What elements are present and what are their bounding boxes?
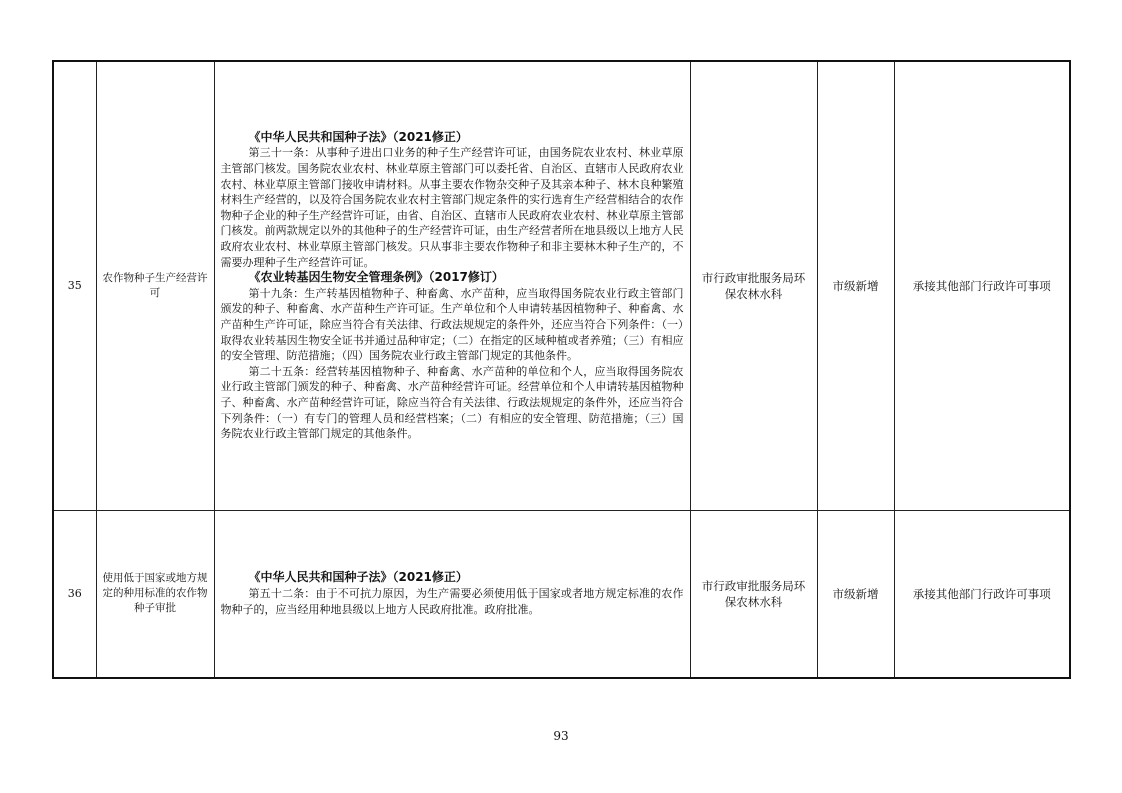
row-number: 36 bbox=[53, 510, 96, 678]
law-title: 《农业转基因生物安全管理条例》（2017修订） bbox=[248, 270, 504, 285]
level: 市级新增 bbox=[817, 61, 894, 510]
law-paragraph: 第十九条：生产转基因植物种子、种畜禽、水产苗种，应当取得国务院农业行政主管部门颁发的种子、种畜禽、水产苗种生产许可证。生产单位和个人申请转基因植物种子、种畜禽、水产苗种生产许可证，除应当符合有关法律、行政法规规定的条件外，还应当符合下列条件：（一）取得农业转基因生物安全证书并通过品种审定；（二）在指定的区域种植或者养殖；（三）有相应的安全管理、防范措施；（四）国务院农业行政主管部门规定的其他条件。 bbox=[220, 286, 684, 363]
law-title: 《中华人民共和国种子法》（2021修正） bbox=[248, 129, 468, 144]
legal-basis bbox=[214, 61, 690, 510]
remark: 承接其他部门行政许可事项 bbox=[894, 61, 1070, 510]
implementing-department: 市行政审批服务局环保农林水科 bbox=[690, 510, 817, 678]
legal-basis bbox=[214, 510, 690, 678]
implementing-department: 市行政审批服务局环保农林水科 bbox=[690, 61, 817, 510]
law-paragraph: 第三十一条：从事种子进出口业务的种子生产经营许可证，由国务院农业农村、林业草原主管部门核发。国务院农业农村、林业草原主管部门可以委托省、自治区、直辖市人民政府农业农村、林业草原主管部门接收申请材料。从事主要农作物杂交种子及其亲本种子、林木良种繁殖材料生产经营的，以及符合国务院农业农村主管部门规定条件的实行选育生产经营相结合的农作物种子企业的种子生产经营许可证，由省、自治区、直辖市人民政府农业农村、林业草原主管部门核发。前两款规定以外的其他种子的生产经营许可证，由生产经营者所在地县级以上地方人民政府农业农村、林业草原主管部门核发。只从事非主要农作物种子和非主要林木种子生产的，不需要办理种子生产经营许可证。 bbox=[220, 146, 684, 269]
law-title: 《中华人民共和国种子法》（2021修正） bbox=[248, 570, 468, 585]
remark: 承接其他部门行政许可事项 bbox=[894, 510, 1070, 678]
level: 市级新增 bbox=[817, 510, 894, 678]
table-row bbox=[53, 61, 1070, 510]
item-name: 使用低于国家或地方规定的种用标准的农作物种子审批 bbox=[96, 510, 214, 678]
item-name: 农作物种子生产经营许可 bbox=[96, 61, 214, 510]
table-row bbox=[53, 510, 1070, 678]
page-number: 93 bbox=[553, 729, 569, 743]
row-number: 35 bbox=[53, 61, 96, 510]
law-paragraph: 第二十五条：经营转基因植物种子、种畜禽、水产苗种的单位和个人，应当取得国务院农业行政主管部门颁发的种子、种畜禽、水产苗种经营许可证。经营单位和个人申请转基因植物种子、种畜禽、水产苗种经营许可证，除应当符合有关法律、行政法规规定的条件外，还应当符合下列条件：（一）有专门的管理人员和经营档案；（二）有相应的安全管理、防范措施；（三）国务院农业行政主管部门规定的其他条件。 bbox=[220, 364, 684, 441]
permit-items-table bbox=[52, 60, 1071, 679]
law-paragraph: 第五十二条：由于不可抗力原因，为生产需要必须使用低于国家或者地方规定标准的农作物种子的，应当经用种地县级以上地方人民政府批准。政府批准。 bbox=[220, 586, 684, 616]
